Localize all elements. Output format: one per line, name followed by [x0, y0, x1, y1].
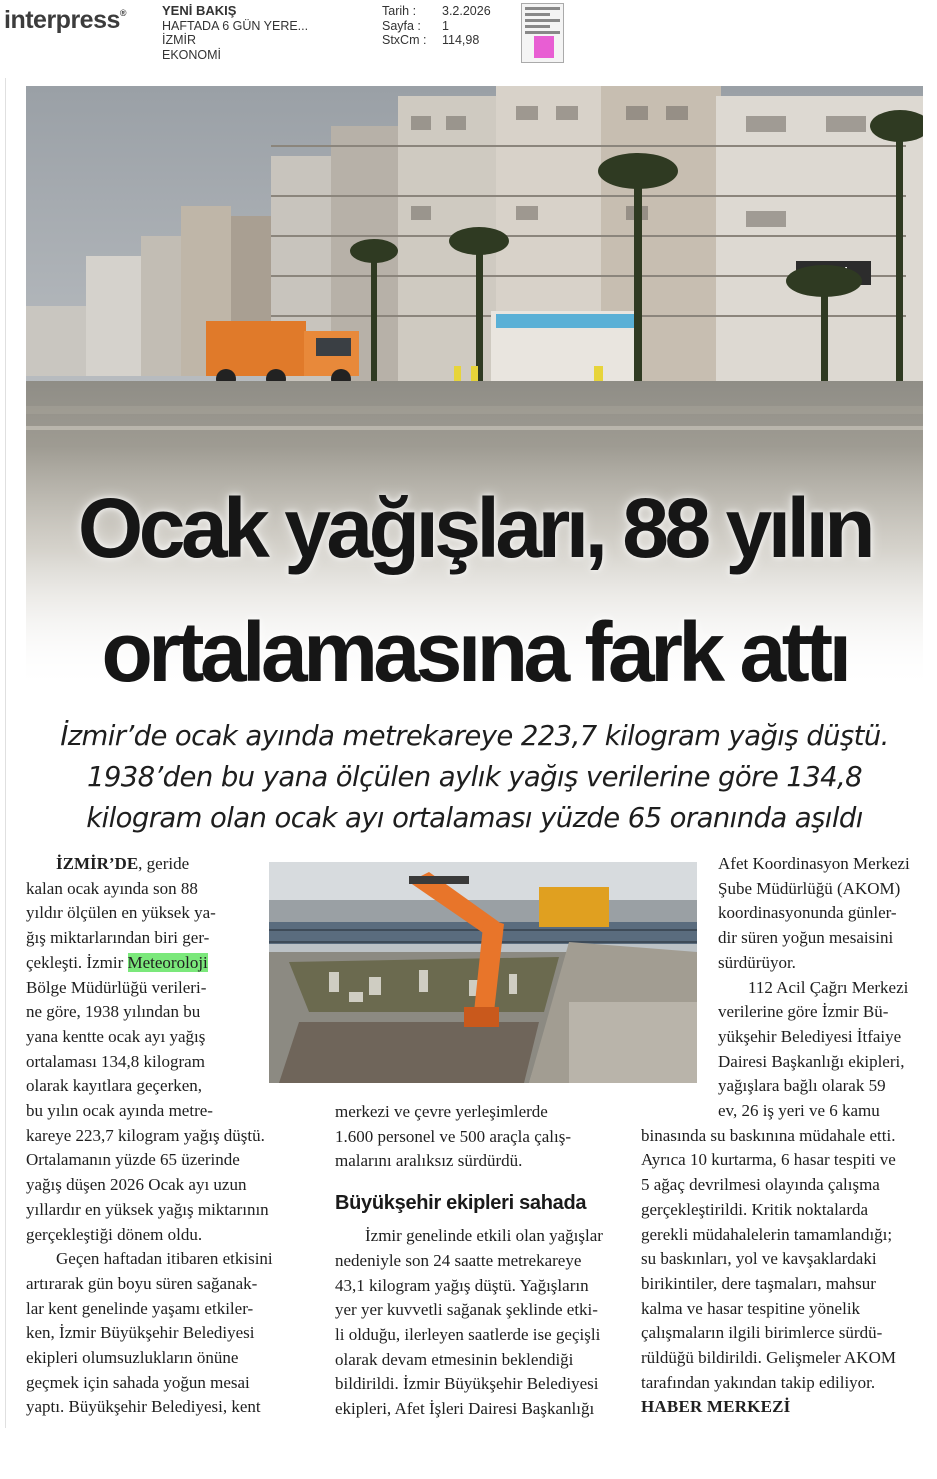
text-line: nedeniyle son 24 saatte metrekareye [335, 1250, 582, 1270]
text-line: ne göre, 1938 yılından bu [26, 1002, 201, 1022]
publication-city: İZMİR [162, 33, 197, 47]
excavator-canal-photo [269, 862, 697, 1083]
meta-row-date [382, 4, 491, 19]
deck-line: İzmir’de ocak ayında metrekareye 223,7 kilogram yağış düştü. [60, 720, 889, 752]
byline: HABER MERKEZİ [641, 1397, 791, 1417]
headline-line-2: ortalamasına fark attı [101, 605, 848, 699]
deck-line: kilogram olan ocak ayı ortalaması yüzde 65 oranında aşıldı [86, 802, 863, 834]
text-line: yer yer kuvvetli sağanak şeklinde etki- [335, 1300, 598, 1320]
article-short-title: HAFTADA 6 GÜN YERE... [162, 18, 309, 33]
text-line: malarını aralıksız sürdürdü. [335, 1151, 523, 1171]
thumb-highlight [534, 36, 554, 58]
column-3-upper [641, 852, 926, 1124]
text-line: li olduğu, ilerleyen saatlerde ise geçişli [335, 1324, 601, 1344]
text-line: İzmir genelinde etkili olan yağışlar [365, 1226, 603, 1246]
headline [26, 466, 923, 714]
thumb-line [525, 19, 560, 22]
text-line: artırarak gün boyu süren sağanak- [26, 1273, 258, 1293]
deck-line: 1938’den bu yana ölçülen aylık yağış verilerine göre 134,8 [86, 761, 863, 793]
margin-rule [5, 78, 6, 1428]
text-line: ortalaması 134,8 kilogram [26, 1051, 205, 1071]
text-line: 112 Acil Çağrı Merkezi [748, 977, 909, 997]
text-line: verilerine göre İzmir Bü- [718, 1002, 889, 1022]
text-line: kalma ve hasar tespitine yönelik [641, 1298, 861, 1318]
text-fragment: çekleşti. İzmir [26, 952, 128, 972]
text-line: geçmek için sahada yoğun mesai [26, 1372, 250, 1392]
text-line: olarak devam etmesinin beklendiği [335, 1349, 574, 1369]
text-line: birikintiler, dere taşmaları, mahsur [641, 1273, 876, 1293]
thumb-line [525, 25, 550, 28]
text-line: ken, İzmir Büyükşehir Belediyesi [26, 1323, 255, 1343]
page-thumbnail[interactable] [521, 3, 564, 63]
text-line: ekipleri olumsuzlukların önüne [26, 1348, 239, 1368]
article-deck [22, 716, 927, 839]
text-line: dir süren yoğun mesaisini [718, 928, 894, 948]
text-line: gerçekleştiği dönem oldu. [26, 1224, 203, 1244]
text-line: merkezi ve çevre yerleşimlerde [335, 1102, 548, 1121]
text-line: yükşehir Belediyesi İtfaiye [718, 1026, 902, 1046]
text-line: Ayrıca 10 kurtarma, 6 hasar tespiti ve [641, 1150, 896, 1170]
text-line: bildirildi. İzmir Büyükşehir Belediyesi [335, 1374, 599, 1394]
clipping-header [0, 0, 937, 70]
text-line: koordinasyonunda günler- [718, 903, 897, 923]
text-line: rüldüğü bildirildi. Gelişmeler AKOM [641, 1348, 896, 1368]
meta-label: StxCm : [382, 33, 427, 47]
text-line: Afet Koordinasyon Merkezi [718, 854, 910, 873]
subheading: Büyükşehir ekipleri sahada [335, 1192, 587, 1215]
highlighted-keyword: Meteoroloji [127, 952, 208, 972]
thumb-line [525, 13, 550, 16]
text-line: Bölge Müdürlüğü verileri- [26, 977, 207, 997]
text-line: bu yılın ocak ayında metre- [26, 1101, 213, 1121]
text-line: lar kent genelinde yaşamı etkiler- [26, 1298, 254, 1318]
text-line [26, 951, 288, 976]
headline-line-1: Ocak yağışları, 88 yılın [77, 481, 872, 575]
text-line: Dairesi Başkanlığı ekipleri, [718, 1051, 905, 1071]
text-line: yıllardır en yüksek yağış miktarının [26, 1199, 269, 1219]
text-line: ğış miktarlarından biri ger- [26, 928, 210, 948]
text-line: 1.600 personel ve 500 araçla çalış- [335, 1126, 572, 1146]
publication-section: EKONOMİ [162, 47, 222, 62]
text-line: binasında su baskınına müdahale etti. [641, 1125, 896, 1145]
thumb-line [525, 7, 560, 10]
text-line: Geçen haftadan itibaren etkisini [56, 1249, 273, 1269]
meta-label: Tarih : [382, 4, 417, 18]
text-line: yıldır ölçülen en yüksek ya- [26, 903, 216, 923]
text-line: yağışlara bağlı olarak 59 [718, 1076, 886, 1096]
text-line: tarafından yakından takip ediliyor. [641, 1372, 876, 1392]
publication-info [162, 4, 308, 62]
meta-value: 1 [442, 18, 449, 33]
text-line: kalan ocak ayında son 88 [26, 878, 198, 898]
text-line: gerekli müdahalelerin tamamlandığı; [641, 1224, 893, 1244]
text-line: ekipleri, Afet İşleri Dairesi Başkanlığı [335, 1399, 595, 1419]
text-line: 5 ağaç devrilmesi olayında çalışma [641, 1175, 880, 1195]
text-line: sürdürüyor. [718, 952, 796, 972]
paragraph [26, 852, 288, 877]
publication-name: YENİ BAKIŞ [162, 3, 237, 18]
interpress-logo [4, 6, 126, 35]
logo-mark: ® [119, 8, 127, 18]
dateline: İZMİR’DE [56, 854, 139, 873]
clipping-meta [382, 4, 491, 48]
body-column-1 [26, 852, 288, 1420]
text-line: Şube Müdürlüğü (AKOM) [718, 878, 901, 898]
text-line: ev, 26 iş yeri ve 6 kamu [718, 1101, 880, 1121]
photo-icon [269, 862, 697, 1083]
meta-value: 114,98 [442, 33, 480, 47]
text-line: olarak kayıtlara geçerken, [26, 1076, 203, 1096]
meta-value: 3.2.2026 [442, 4, 491, 18]
body-column-2 [335, 1100, 625, 1422]
text-line: yağış düşen 2026 Ocak ayı uzun [26, 1175, 247, 1195]
text-line: yana kentte ocak ayı yağış [26, 1026, 206, 1046]
text-line: su baskınları, yol ve kavşaklardaki [641, 1249, 877, 1269]
text-line: çalışmaların ilgili birimlerce sürdü- [641, 1323, 883, 1343]
meta-row-size [382, 33, 491, 48]
meta-label: Sayfa : [382, 18, 421, 33]
thumb-line [525, 31, 560, 34]
body-column-3 [641, 852, 926, 1420]
text-line: , geride [138, 854, 190, 873]
text-line: gerçekleştirildi. Kritik noktalarda [641, 1199, 869, 1219]
text-line: Ortalamanın yüzde 65 üzerinde [26, 1150, 240, 1170]
logo-text: interpress [4, 6, 120, 34]
meta-row-page [382, 19, 491, 34]
text-line: 43,1 kilogram yağış düştü. Yağışların [335, 1275, 589, 1295]
text-line: yaptı. Büyükşehir Belediyesi, kent [26, 1397, 261, 1417]
text-line: kareye 223,7 kilogram yağış düştü. [26, 1125, 265, 1145]
